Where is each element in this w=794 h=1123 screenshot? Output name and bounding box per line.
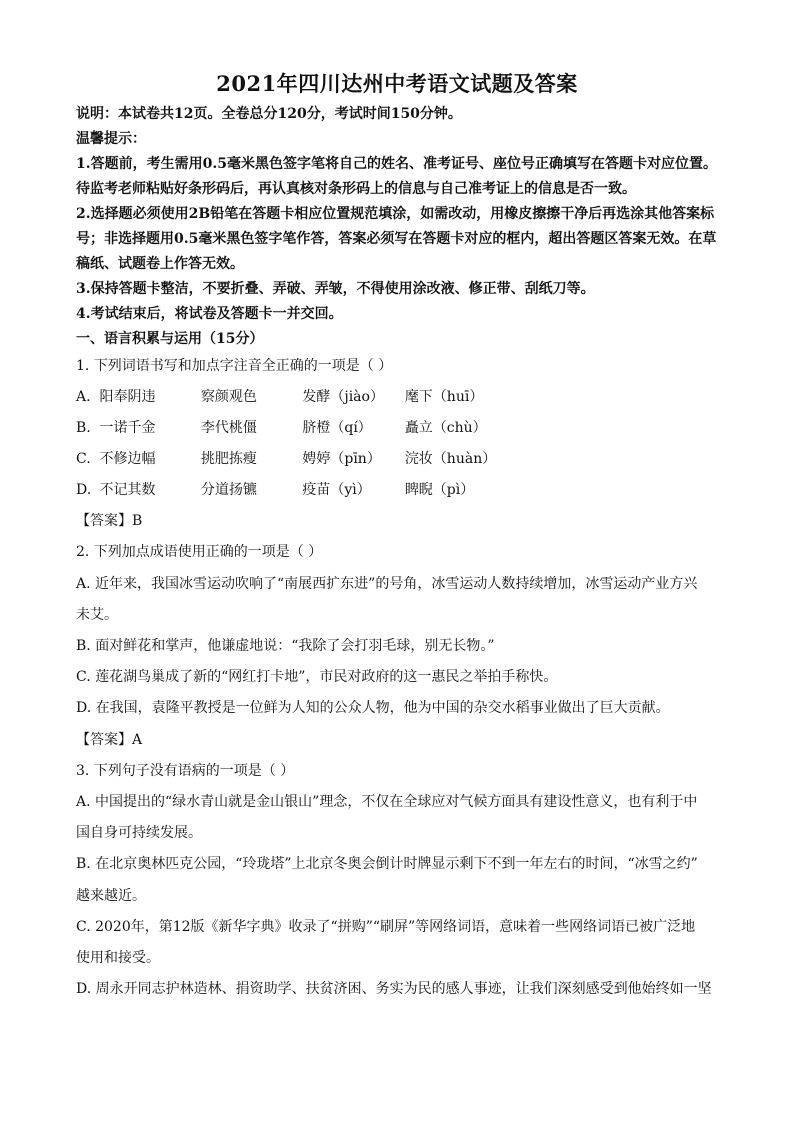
- q3-option-a-line2: 国自身可持续发展。: [76, 825, 202, 841]
- q3-option-c-line1: C. 2020年，第12版《新华字典》收录了“拼购”“刷屏”等网络词语，意味着一些网络词语已被广泛地: [76, 919, 696, 935]
- option-term: 察颜观色: [200, 389, 257, 405]
- tip1-line1: 1.答题前，考生需用0.5毫米黑色签字笔将自己的姓名、准考证号、座位号正确填写在答题卡对应位置。: [76, 156, 717, 172]
- option-term: 疫苗（yì）: [302, 482, 371, 498]
- q3-option-d-line1: D. 周永开同志护林造林、捐资助学、扶贫济困、务实为民的感人事迹，让我们深刻感受到他始终如一坚: [76, 981, 712, 997]
- option-term: 挑肥拣瘦: [200, 451, 257, 467]
- q1-stem: 1. 下列词语书写和加点字注音全正确的一项是（ ）: [76, 358, 393, 374]
- option-term: 李代桃僵: [200, 420, 257, 436]
- q3-option-b-line2: 越来越近。: [76, 888, 146, 904]
- exam-note: 说明：本试卷共12页。全卷总分120分，考试时间150分钟。: [76, 106, 462, 122]
- option-label: B.: [76, 420, 91, 436]
- option-term: 阳奉阴违: [99, 389, 156, 405]
- option-term: 不修边幅: [99, 451, 156, 467]
- tip3: 3.保持答题卡整洁，不要折叠、弄破、弄皱，不得使用涂改液、修正带、刮纸刀等。: [76, 281, 595, 297]
- tip2-line1: 2.选择题必须使用2B铅笔在答题卡相应位置规范填涂，如需改动，用橡皮擦擦干净后再选涂其他答案标: [76, 206, 715, 222]
- tips-heading: 温馨提示：: [76, 131, 146, 147]
- option-term: 矗立（chù）: [404, 420, 487, 436]
- option-term: 麾下（huī）: [404, 389, 484, 405]
- option-label: A.: [76, 389, 91, 405]
- option-term: 浣妆（huàn）: [404, 451, 497, 467]
- q2-option-d: D. 在我国，袁隆平教授是一位鲜为人知的公众人物，他为中国的杂交水稻事业做出了巨大贡献。: [76, 700, 670, 716]
- q1-option-a: [76, 387, 483, 407]
- tip2-line2: 号；非选择题用0.5毫米黑色签字笔作答，答案必须写在答题卡对应的框内，超出答题区答案无效。在草: [76, 231, 717, 247]
- q2-option-a-line1: A. 近年来，我国冰雪运动吹响了“南展西扩东进”的号角，冰雪运动人数持续增加，冰雪运动产业方兴: [76, 576, 698, 592]
- q3-option-b-line1: B. 在北京奥林匹克公园，“玲珑塔”上北京冬奥会倒计时牌显示剩下不到一年左右的时间，“冰雪之约”: [76, 856, 698, 872]
- q1-option-b: [76, 418, 487, 438]
- q2-answer: 【答案】A: [76, 732, 143, 748]
- q2-option-a-line2: 未艾。: [76, 607, 118, 623]
- q3-stem: 3. 下列句子没有语病的一项是（ ）: [76, 763, 295, 779]
- q1-answer: 【答案】B: [76, 513, 143, 529]
- q1-option-d: [76, 480, 474, 500]
- option-term: 娉婷（pīn）: [302, 451, 381, 467]
- option-label: D.: [76, 482, 92, 498]
- option-term: 脐橙（qí）: [302, 420, 372, 436]
- tip4: 4.考试结束后，将试卷及答题卡一并交回。: [76, 306, 343, 322]
- q1-option-c: [76, 449, 496, 469]
- option-term: 不记其数: [99, 482, 156, 498]
- q2-option-b: B. 面对鲜花和掌声，他谦虚地说：“我除了会打羽毛球，别无长物。”: [76, 638, 495, 654]
- option-term: 发酵（jiào）: [302, 389, 384, 405]
- option-term: 分道扬镳: [200, 482, 257, 498]
- q3-option-a-line1: A. 中国提出的“绿水青山就是金山银山”理念，不仅在全球应对气候方面具有建设性意义，也有利于中: [76, 794, 698, 810]
- q3-option-c-line2: 使用和接受。: [76, 950, 160, 966]
- section-heading: 一、语言积累与运用（15分）: [76, 331, 264, 347]
- tip1-line2: 待监考老师粘贴好条形码后，再认真核对条形码上的信息与自己准考证上的信息是否一致。: [76, 181, 636, 197]
- tip2-line3: 稿纸、试题卷上作答无效。: [76, 256, 244, 272]
- option-term: 一诺千金: [99, 420, 156, 436]
- option-term: 睥睨（pì）: [404, 482, 475, 498]
- page-title: 2021年四川达州中考语文试题及答案: [216, 71, 578, 96]
- q2-stem: 2. 下列加点成语使用正确的一项是（ ）: [76, 544, 323, 560]
- q2-option-c: C. 莲花湖鸟巢成了新的“网红打卡地”，市民对政府的这一惠民之举拍手称快。: [76, 669, 558, 685]
- option-label: C.: [76, 451, 91, 467]
